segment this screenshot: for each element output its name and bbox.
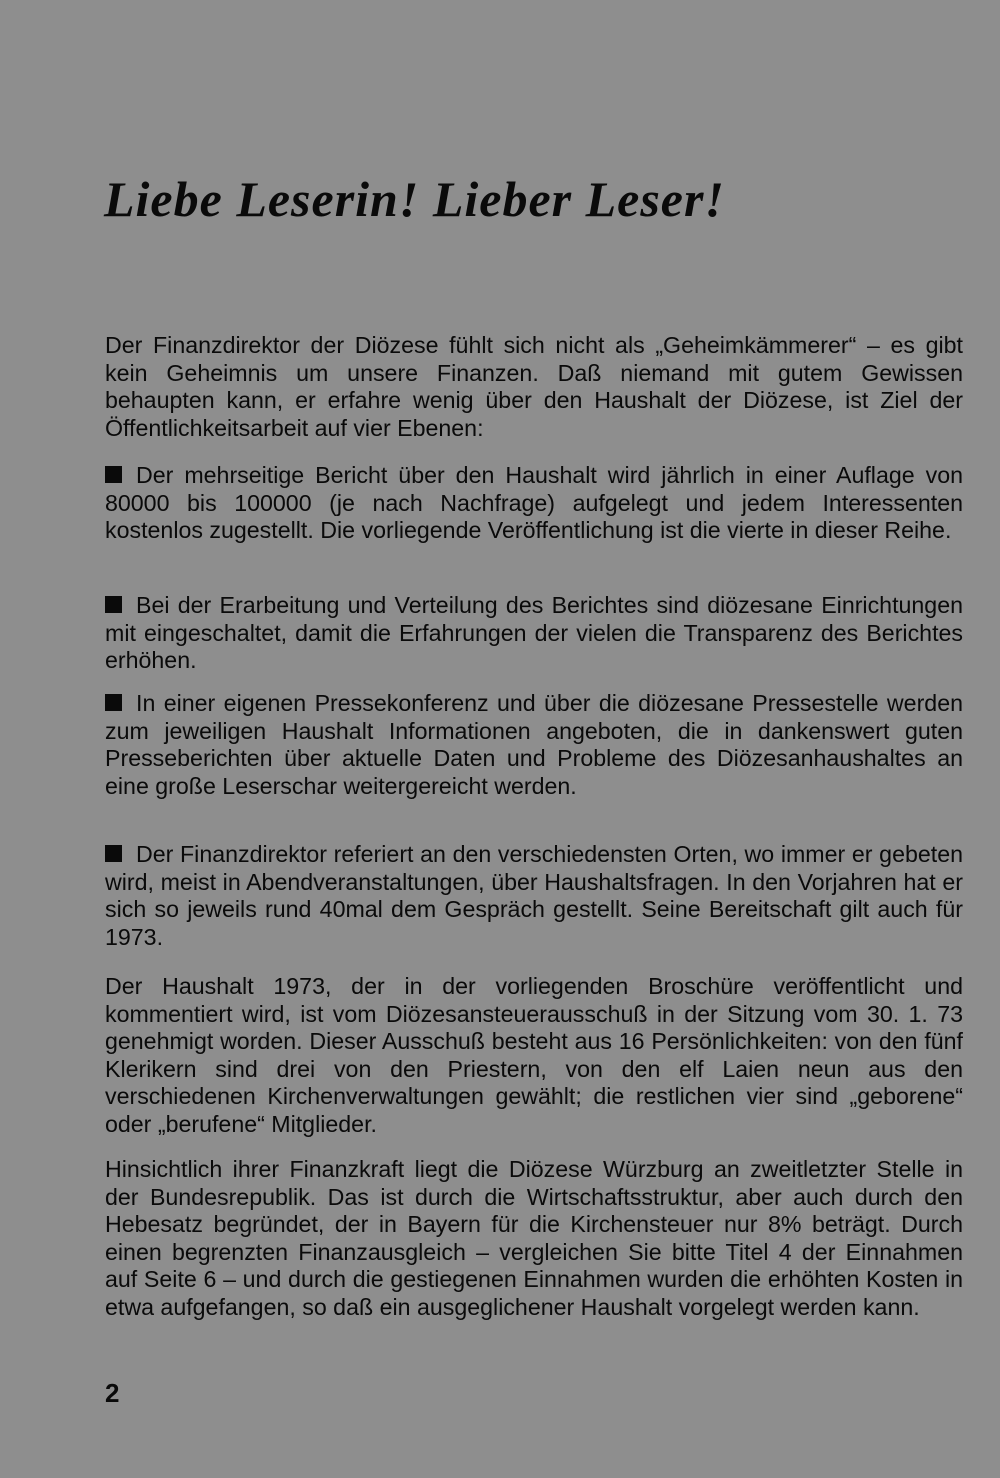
bullet-text-2: Bei der Erarbeitung und Verteilung des Berichtes sind diözesane Einrichtungen mit eingeschaltet, damit die Erfahrungen der vielen die Transparenz des Berichtes erhöhen. xyxy=(105,592,963,674)
bullet-paragraph-1 xyxy=(105,462,963,545)
square-bullet-icon xyxy=(105,596,122,613)
bullet-paragraph-3 xyxy=(105,690,963,800)
finanzkraft-paragraph: Hinsichtlich ihrer Finanzkraft liegt die Diözese Würzburg an zweitletzter Stelle in der Bundesrepublik. Das ist durch die Wirtschaftsstruktur, aber auch durch den Hebesatz begründet, der in Bayern für die Kirchensteuer nur 8% beträgt. Durch einen begrenzten Finanzausgleich – vergleichen Sie bitte Titel 4 der Einnahmen auf Seite 6 – und durch die gestiegenen Einnahmen wurden die erhöhten Kosten in etwa aufgefangen, so daß ein ausgeglichener Haushalt vorgelegt werden kann. xyxy=(105,1156,963,1320)
square-bullet-icon xyxy=(105,845,122,862)
page-number: 2 xyxy=(105,1378,120,1408)
haushalt-paragraph: Der Haushalt 1973, der in der vorliegenden Broschüre veröffentlicht und kommentiert wird, ist vom Diözesansteuerausschuß in der Sitzung vom 30. 1. 73 genehmigt worden. Dieser Ausschuß besteht aus 16 Persönlichkeiten: von den fünf Klerikern sind drei von den Priestern, von den elf Laien neun aus den verschiedenen Kirchenverwaltungen gewählt; die restlichen vier sind „geborene“ oder „berufene“ Mitglieder. xyxy=(105,973,963,1137)
bullet-text-4: Der Finanzdirektor referiert an den verschiedensten Orten, wo immer er gebeten wird, meist in Abendveranstaltungen, über Haushaltsfragen. In den Vorjahren hat er sich so jeweils rund 40mal dem Gespräch gestellt. Seine Bereitschaft gilt auch für 1973. xyxy=(105,841,963,950)
intro-paragraph: Der Finanzdirektor der Diözese fühlt sich nicht als „Geheimkämmerer“ – es gibt kein Geheimnis um unsere Finanzen. Daß niemand mit gutem Gewissen behaupten kann, er erfahre wenig über den Haushalt der Diözese, ist Ziel der Öffentlichkeitsarbeit auf vier Ebenen: xyxy=(105,332,963,441)
page-title: Liebe Leserin! Lieber Leser! xyxy=(104,171,725,227)
bullet-text-3: In einer eigenen Pressekonferenz und über die diözesane Pressestelle werden zum jeweiligen Haushalt Informationen angeboten, die in dankenswert guten Presseberichten über aktuelle Daten und Probleme des Diözesanhaushaltes an eine große Leserschar weitergereicht werden. xyxy=(105,690,963,799)
square-bullet-icon xyxy=(105,466,122,483)
bullet-text-1: Der mehrseitige Bericht über den Haushalt wird jährlich in einer Auflage von 80000 bis 100000 (je nach Nachfrage) aufgelegt und jedem Interessenten kostenlos zugestellt. Die vorliegende Veröffentlichung ist die vierte in dieser Reihe. xyxy=(105,462,963,544)
bullet-paragraph-4 xyxy=(105,841,963,951)
square-bullet-icon xyxy=(105,694,122,711)
bullet-paragraph-2 xyxy=(105,592,963,675)
